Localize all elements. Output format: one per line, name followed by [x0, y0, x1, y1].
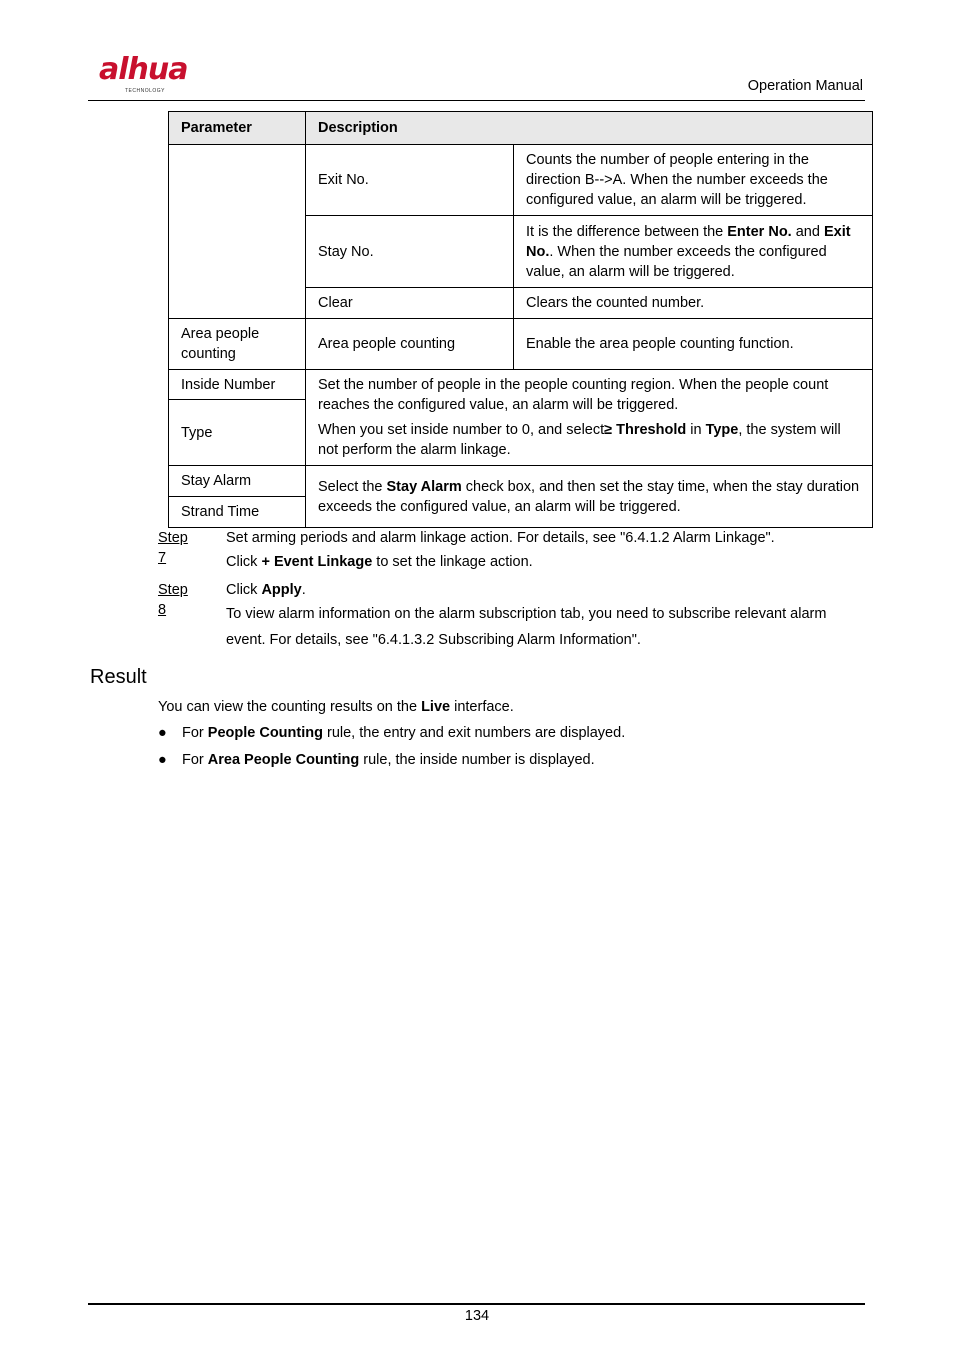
page-number: 134: [464, 1308, 490, 1324]
cell-label: Area people counting: [306, 319, 514, 370]
cell-label: Exit No.: [306, 145, 514, 216]
step-text: Click Apply.: [226, 582, 306, 598]
cell-label: Stay No.: [306, 216, 514, 288]
table-header-row: [169, 112, 873, 145]
table-row: [169, 466, 873, 497]
bullet-text: For Area People Counting rule, the inside number is displayed.: [182, 752, 595, 768]
step-label: Step 7: [158, 530, 188, 566]
footer-divider: [88, 1303, 865, 1305]
cell-desc: Counts the number of people entering in the direction B-->A. When the number exceeds the configured value, an alarm will be triggered.: [514, 145, 873, 216]
table-row: [169, 145, 873, 216]
section-title: Result: [90, 666, 147, 688]
cell-parameter: Stay Alarm: [169, 466, 306, 497]
company-logo: [97, 52, 207, 98]
header-description: Description: [306, 112, 873, 145]
cell-desc: Clears the counted number.: [514, 288, 873, 319]
header-divider: [88, 100, 865, 101]
bullet-icon: ●: [158, 752, 167, 768]
parameter-table: [168, 111, 873, 528]
logo-wordmark: alhua: [99, 52, 188, 87]
cell-desc: It is the difference between the Enter No. and Exit No.. When the number exceeds the configured value, an alarm will be triggered.: [514, 216, 873, 288]
cell-label: Clear: [306, 288, 514, 319]
cell-desc: Set the number of people in the people counting region. When the people count reaches the configured value, an alarm will be triggered. When you set inside number to 0, and select≥ Threshold in Type, the system will not perform the alarm linkage.: [306, 370, 873, 466]
logo-subtitle: TECHNOLOGY: [125, 88, 166, 94]
step-text: Set arming periods and alarm linkage action. For details, see "6.4.1.2 Alarm Linkage".: [226, 530, 775, 546]
bullet-icon: ●: [158, 725, 167, 741]
bullet-text: For People Counting rule, the entry and exit numbers are displayed.: [182, 725, 626, 741]
cell-parameter: Area people counting: [169, 319, 306, 370]
cell-parameter: Inside Number: [169, 370, 306, 400]
cell-parameter: Strand Time: [169, 497, 306, 528]
empty-parameter-cell: [169, 145, 306, 319]
result-intro: You can view the counting results on the Live interface.: [158, 699, 514, 715]
step-label: Step 8: [158, 582, 188, 618]
document-title: Operation Manual: [747, 78, 863, 94]
table-row: [169, 370, 873, 400]
step-subtext: Click + Event Linkage to set the linkage action.: [226, 554, 533, 570]
cell-desc: Select the Stay Alarm check box, and then set the stay time, when the stay duration exceeds the configured value, an alarm will be triggered.: [306, 466, 873, 528]
cell-parameter: Type: [169, 400, 306, 466]
header-parameter: Parameter: [169, 112, 306, 145]
table-row: [169, 319, 873, 370]
cell-desc: Enable the area people counting function.: [514, 319, 873, 370]
step-subtext: To view alarm information on the alarm subscription tab, you need to subscribe relevant alarm event. For details, see "6.4.1.3.2 Subscribing Alarm Information".: [226, 606, 827, 648]
